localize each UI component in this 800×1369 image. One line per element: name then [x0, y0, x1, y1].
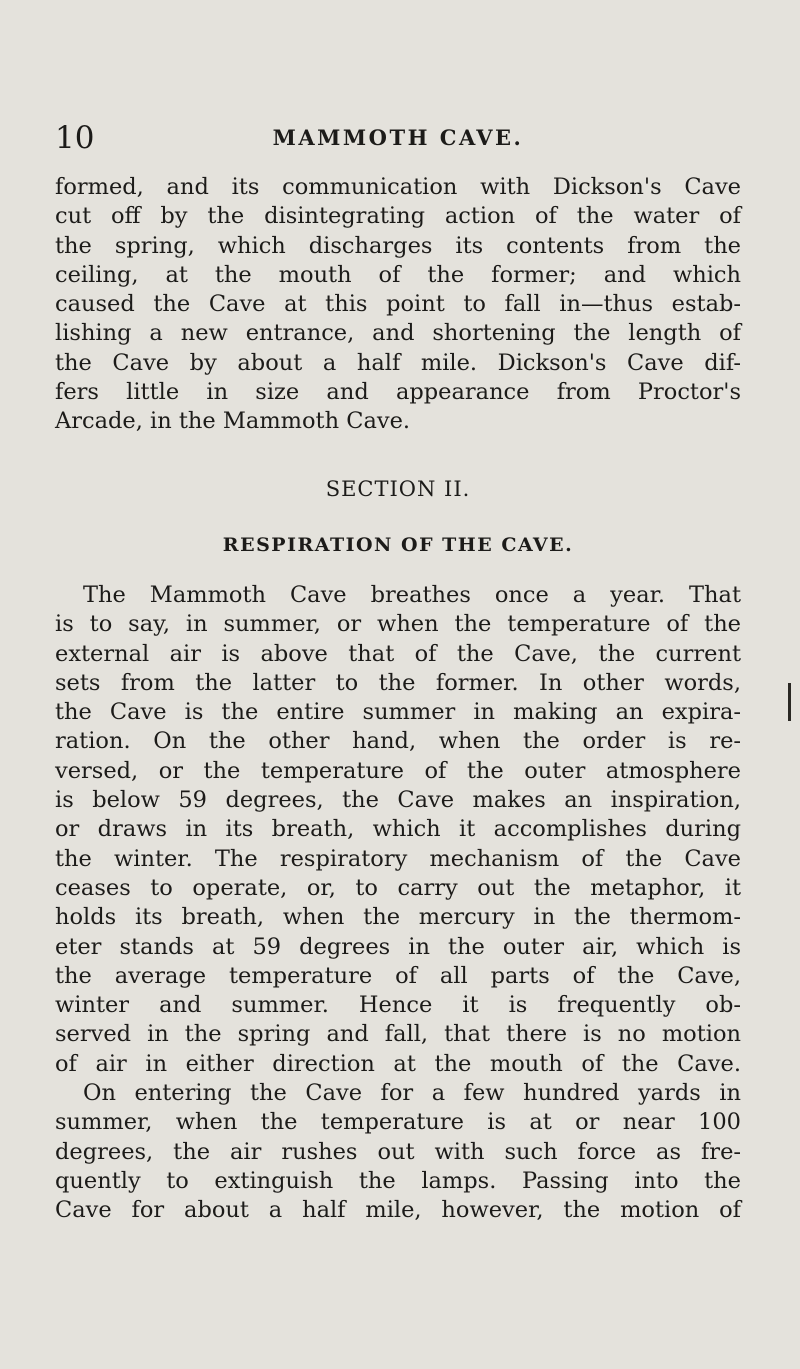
text-line: fers little in size and appearance from Proctor's — [55, 379, 741, 406]
text-line: quently to extinguish the lamps. Passing into the — [55, 1167, 741, 1194]
text-line: cut off by the disintegrating action of the water of — [55, 203, 741, 230]
text-line: Arcade, in the Mammoth Cave. — [55, 408, 411, 435]
text-line: eter stands at 59 degrees in the outer air, which is — [55, 933, 741, 960]
text-line: versed, or the temperature of the outer atmosphere — [55, 757, 741, 784]
section-number: SECTION II. — [325, 477, 471, 501]
page-number: 10 — [55, 120, 95, 156]
running-head: MAMMOTH CAVE. — [272, 125, 524, 150]
text-line: degrees, the air rushes out with such force as fre- — [55, 1138, 741, 1165]
text-line: the average temperature of all parts of the Cave, — [55, 962, 741, 989]
text-line: the spring, which discharges its contents from the — [55, 232, 741, 259]
text-line: formed, and its communication with Dickson's Cave — [55, 174, 741, 200]
text-line: Cave for about a half mile, however, the motion of — [55, 1197, 741, 1224]
paragraph-respiration — [55, 581, 741, 1226]
text-line: ration. On the other hand, when the order is re- — [55, 728, 741, 755]
text-line: sets from the latter to the former. In other words, — [55, 669, 741, 696]
text-line: of air in either direction at the mouth of the Cave. — [55, 1050, 741, 1077]
text-line: ceiling, at the mouth of the former; and which — [55, 261, 741, 288]
text-line: the Cave is the entire summer in making an expira- — [55, 699, 741, 726]
text-line: is below 59 degrees, the Cave makes an inspiration, — [55, 787, 741, 814]
text-line: the Cave by about a half mile. Dickson's Cave dif- — [55, 349, 741, 376]
text-line: On entering the Cave for a few hundred yards in — [83, 1080, 741, 1107]
text-line: served in the spring and fall, that there is no motion — [55, 1021, 741, 1048]
text-line: lishing a new entrance, and shortening the length of — [55, 320, 741, 347]
text-line: is to say, in summer, or when the temperature of the — [55, 611, 741, 638]
text-line: The Mammoth Cave breathes once a year. That — [83, 582, 741, 608]
text-line: or draws in its breath, which it accomplishes during — [55, 816, 741, 843]
text-line: the winter. The respiratory mechanism of the Cave — [55, 845, 741, 872]
page-header — [55, 118, 741, 162]
paragraph-continued — [55, 173, 741, 437]
margin-mark — [788, 683, 791, 721]
section-heading: RESPIRATION OF THE CAVE. — [222, 534, 574, 556]
text-line: summer, when the temperature is at or near 100 — [55, 1109, 741, 1136]
text-line: winter and summer. Hence it is frequently ob- — [55, 992, 741, 1019]
text-line: holds its breath, when the mercury in the thermom- — [55, 904, 741, 931]
text-line: ceases to operate, or, to carry out the metaphor, it — [55, 874, 741, 901]
text-line: external air is above that of the Cave, the current — [55, 640, 741, 667]
text-line: caused the Cave at this point to fall in—thus estab- — [55, 291, 741, 318]
